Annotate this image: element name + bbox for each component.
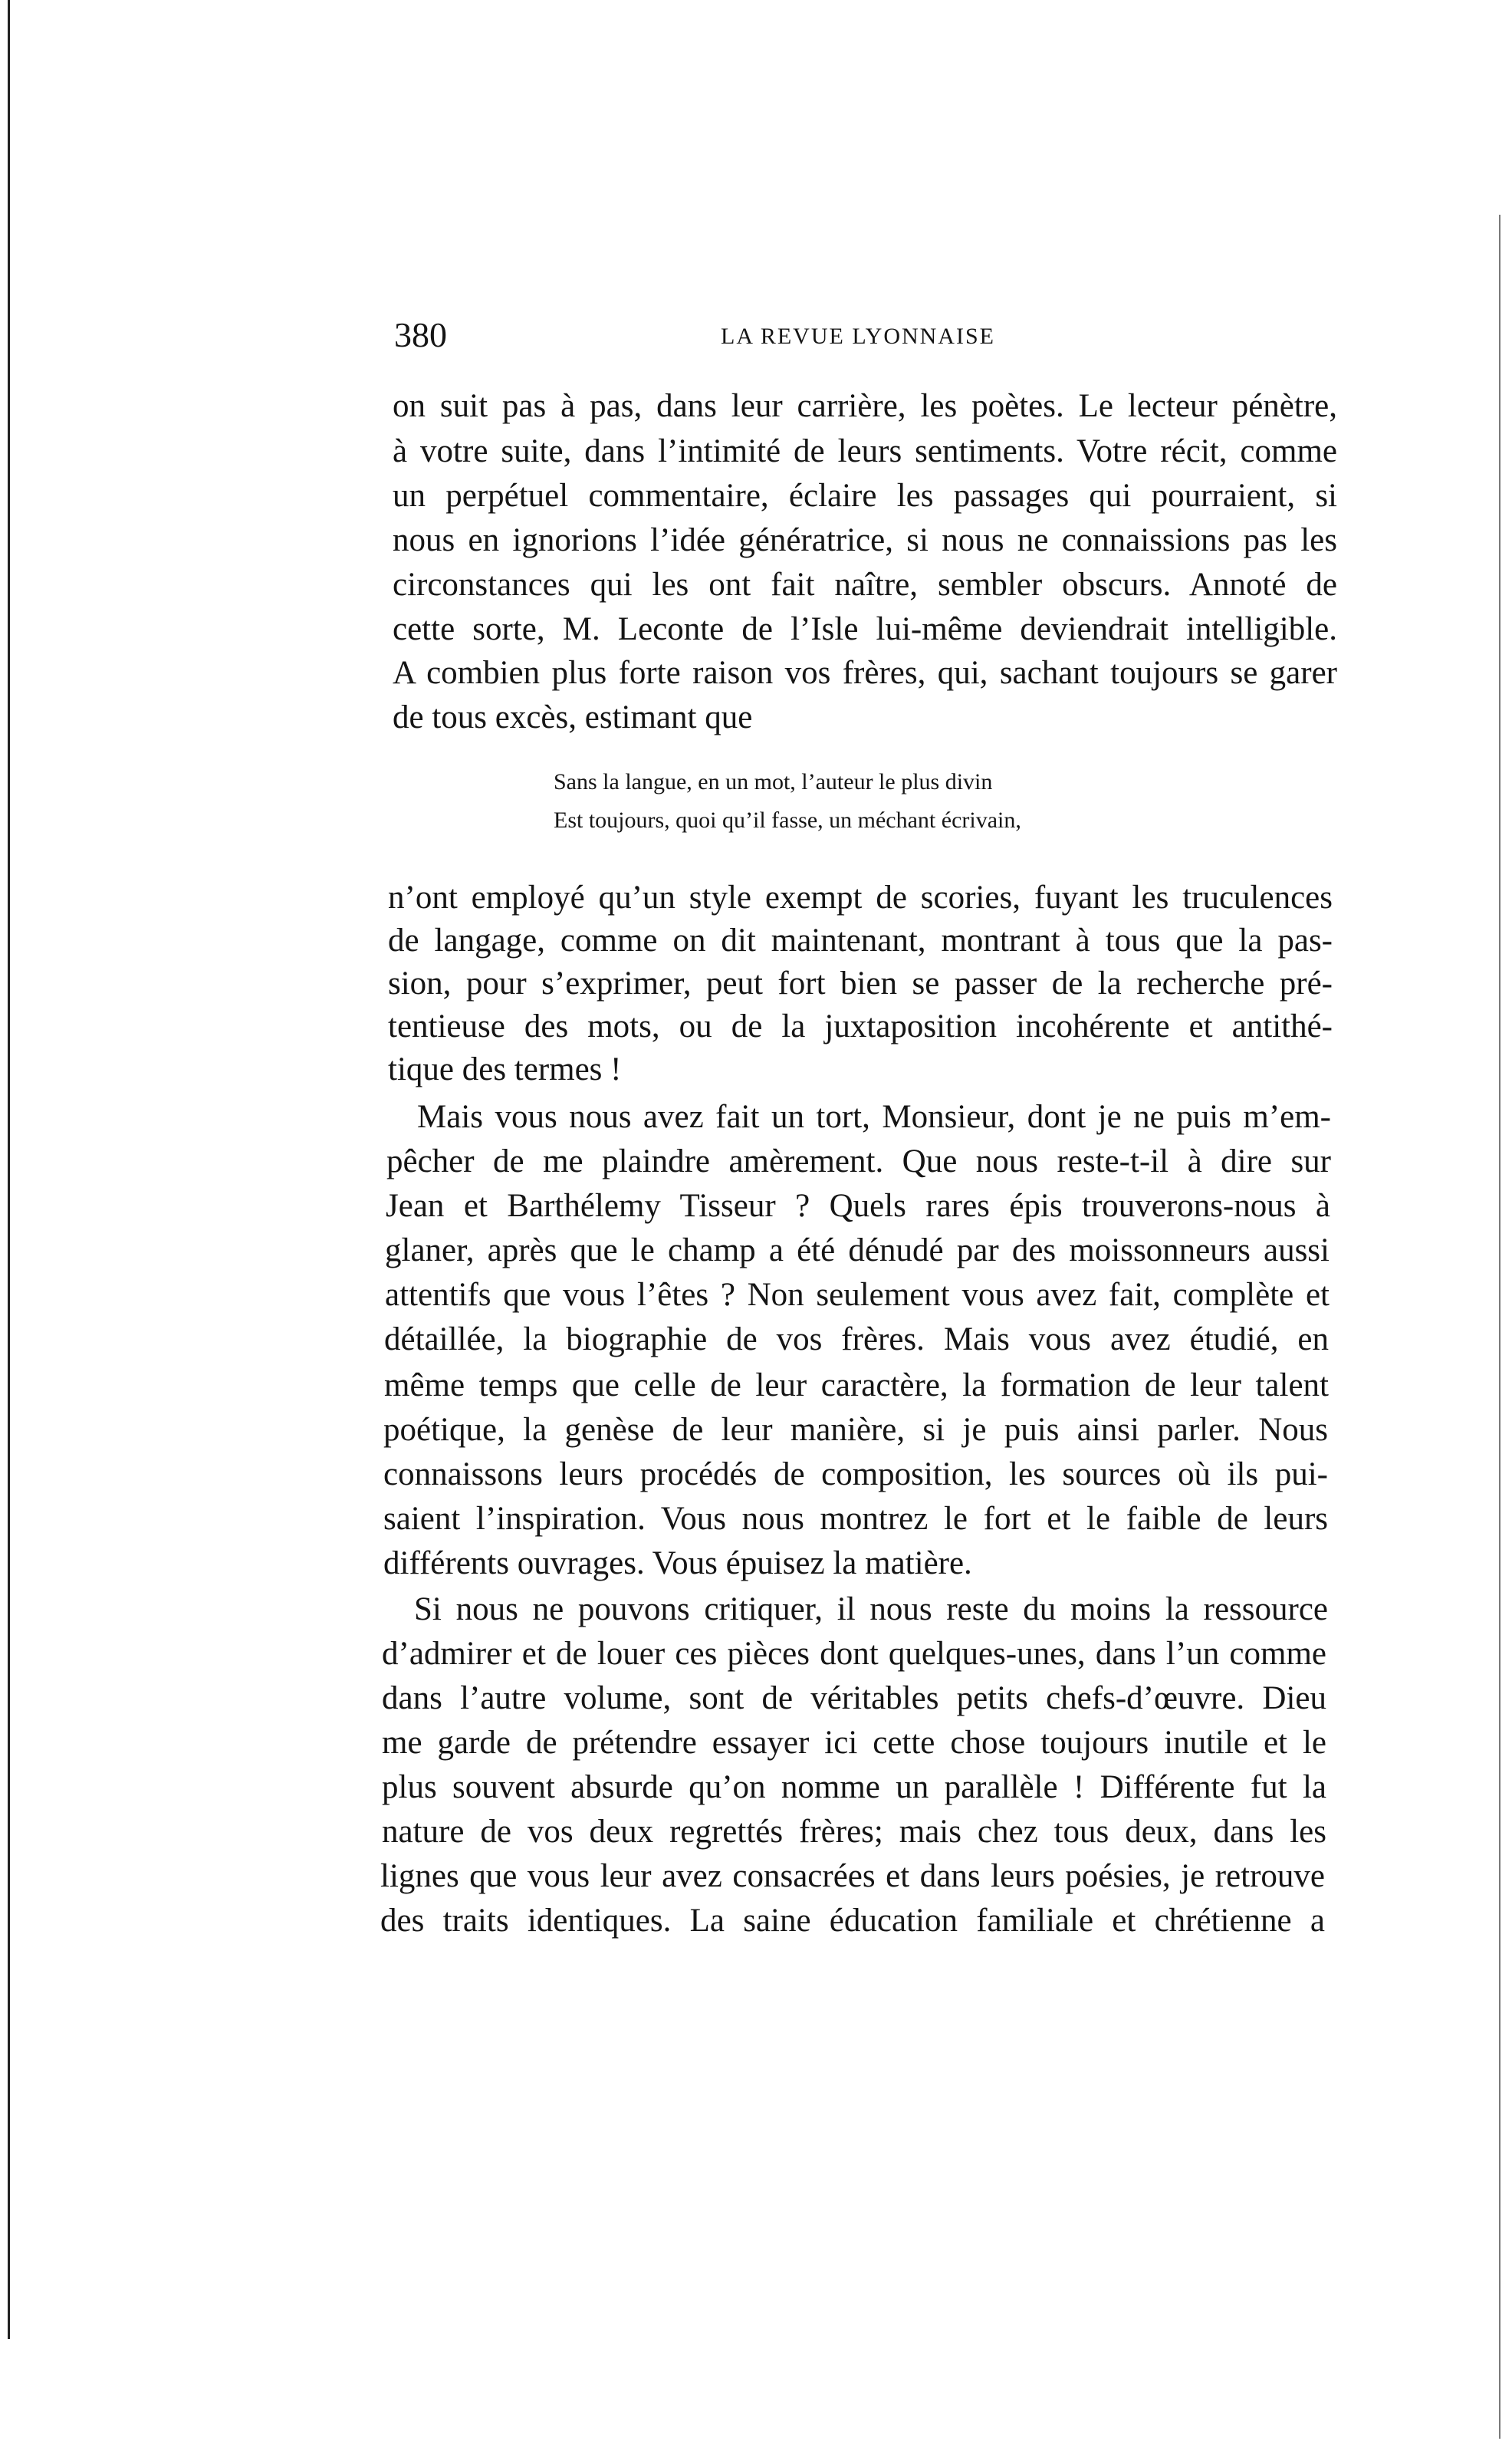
text-line: Mais vous nous avez fait un tort, Monsieur, dont je ne puis m’em- <box>417 1099 1331 1135</box>
text-line: des traits identiques. La saine éducation familiale et chrétienne a <box>380 1903 1325 1939</box>
page-number: 380 <box>394 315 447 354</box>
text-line: circonstances qui les ont fait naître, sembler obscurs. Annoté de <box>393 567 1337 603</box>
text-line: n’ont employé qu’un style exempt de scories, fuyant les truculences <box>388 880 1333 916</box>
verse-line: Est toujours, quoi qu’il fasse, un méchant écrivain, <box>554 808 1021 833</box>
text-line: tique des termes ! <box>388 1051 622 1087</box>
text-line: d’admirer et de louer ces pièces dont quelques-unes, dans l’un comme <box>382 1636 1326 1672</box>
text-line: cette sorte, M. Leconte de l’Isle lui-même deviendrait intelligible. <box>393 611 1337 647</box>
text-line: A combien plus forte raison vos frères, qui, sachant toujours se garer <box>393 655 1337 691</box>
text-line: même temps que celle de leur caractère, la formation de leur talent <box>384 1367 1329 1403</box>
text-line: lignes que vous leur avez consacrées et dans leurs poésies, je retrouve <box>380 1858 1325 1894</box>
text-line: saient l’inspiration. Vous nous montrez le fort et le faible de leurs <box>383 1501 1328 1537</box>
text-line: différents ouvrages. Vous épuisez la matière. <box>383 1545 972 1581</box>
text-line: sion, pour s’exprimer, peut fort bien se passer de la recherche pré- <box>388 966 1333 1002</box>
text-line: glaner, après que le champ a été dénudé par des moissonneurs aussi <box>385 1232 1330 1268</box>
text-line: connaissons leurs procédés de composition, les sources où ils pui- <box>383 1456 1328 1492</box>
text-line: de langage, comme on dit maintenant, montrant à tous que la pas- <box>388 923 1333 959</box>
text-line: poétique, la genèse de leur manière, si je puis ainsi parler. Nous <box>383 1412 1328 1448</box>
verse-line: Sans la langue, en un mot, l’auteur le plus divin <box>554 769 993 794</box>
text-line: à votre suite, dans l’intimité de leurs sentiments. Votre récit, comme <box>393 433 1337 469</box>
text-line: Jean et Barthélemy Tisseur ? Quels rares épis trouverons-nous à <box>386 1188 1330 1224</box>
text-line: nature de vos deux regrettés frères; mais chez tous deux, dans les <box>382 1814 1326 1850</box>
scan-edge-left <box>8 0 10 2339</box>
text-line: nous en ignorions l’idée génératrice, si nous ne connaissions pas les <box>393 522 1337 558</box>
text-line: de tous excès, estimant que <box>393 699 753 735</box>
text-line: un perpétuel commentaire, éclaire les passages qui pourraient, si <box>393 478 1337 514</box>
scan-edge-right <box>1499 215 1500 2439</box>
text-line: détaillée, la biographie de vos frères. Mais vous avez étudié, en <box>384 1321 1329 1357</box>
text-line: dans l’autre volume, sont de véritables petits chefs-d’œuvre. Dieu <box>382 1680 1326 1716</box>
text-line: on suit pas à pas, dans leur carrière, les poètes. Le lecteur pénètre, <box>393 388 1337 424</box>
text-line: Si nous ne pouvons critiquer, il nous reste du moins la ressource <box>414 1591 1328 1627</box>
text-line: tentieuse des mots, ou de la juxtaposition incohérente et antithé- <box>388 1008 1333 1044</box>
text-line: attentifs que vous l’êtes ? Non seulement vous avez fait, complète et <box>385 1277 1330 1313</box>
text-line: plus souvent absurde qu’on nomme un parallèle ! Différente fut la <box>382 1769 1326 1805</box>
running-title: LA REVUE LYONNAISE <box>721 324 995 349</box>
text-line: me garde de prétendre essayer ici cette chose toujours inutile et le <box>382 1725 1326 1761</box>
text-line: pêcher de me plaindre amèrement. Que nous reste-t-il à dire sur <box>386 1143 1331 1179</box>
